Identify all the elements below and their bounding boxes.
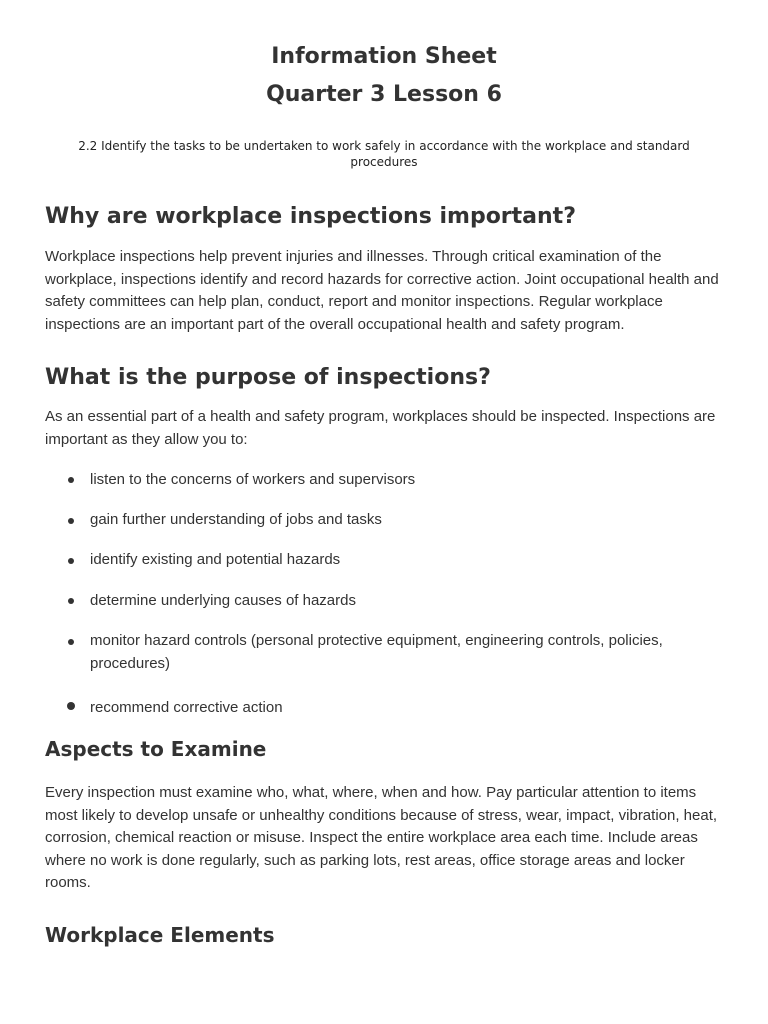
section-intro-purpose: As an essential part of a health and safety program, workplaces should be inspected. Inspections are important as they allow you to:: [45, 408, 716, 448]
section-heading-purpose: What is the purpose of inspections?: [45, 365, 491, 390]
list-item-text: monitor hazard controls (personal protective equipment, engineering controls, policies, procedures): [90, 632, 663, 672]
section-heading-aspects: Aspects to Examine: [45, 737, 267, 761]
bullet-icon: [68, 558, 74, 564]
learning-objective: 2.2 Identify the tasks to be undertaken to work safely in accordance with the workplace and standard procedures: [78, 139, 690, 169]
bullet-icon: [68, 518, 74, 524]
bullet-icon: [68, 639, 74, 645]
bullet-icon: [68, 598, 74, 604]
list-item-text: gain further understanding of jobs and tasks: [90, 511, 382, 528]
section-body-why: Workplace inspections help prevent injuries and illnesses. Through critical examination of the workplace, inspections identify and record hazards for corrective action. Joint occupational health and safety committees can help plan, conduct, report and monitor inspections. Regular workplace inspections are an important part of the overall occupational health and safety program.: [45, 248, 719, 333]
list-item-text: identify existing and potential hazards: [90, 551, 341, 568]
list-item-text: determine underlying causes of hazards: [90, 592, 356, 609]
list-item-text: listen to the concerns of workers and supervisors: [90, 471, 416, 488]
bullet-icon: [67, 702, 75, 710]
document-subtitle: Quarter 3 Lesson 6: [266, 82, 502, 107]
list-item-text: recommend corrective action: [90, 699, 283, 716]
document-title: Information Sheet: [271, 44, 497, 69]
bullet-icon: [68, 477, 74, 483]
section-body-aspects: Every inspection must examine who, what, where, when and how. Pay particular attention to items most likely to develop unsafe or unhealthy conditions because of stress, wear, impact, vibration, heat, corrosion, chemical reaction or misuse. Inspect the entire workplace area each time. Include areas where no work is done regularly, such as parking lots, rest areas, office storage areas and locker rooms.: [45, 784, 718, 891]
section-heading-why: Why are workplace inspections important?: [45, 204, 576, 229]
section-heading-elements: Workplace Elements: [45, 923, 275, 947]
